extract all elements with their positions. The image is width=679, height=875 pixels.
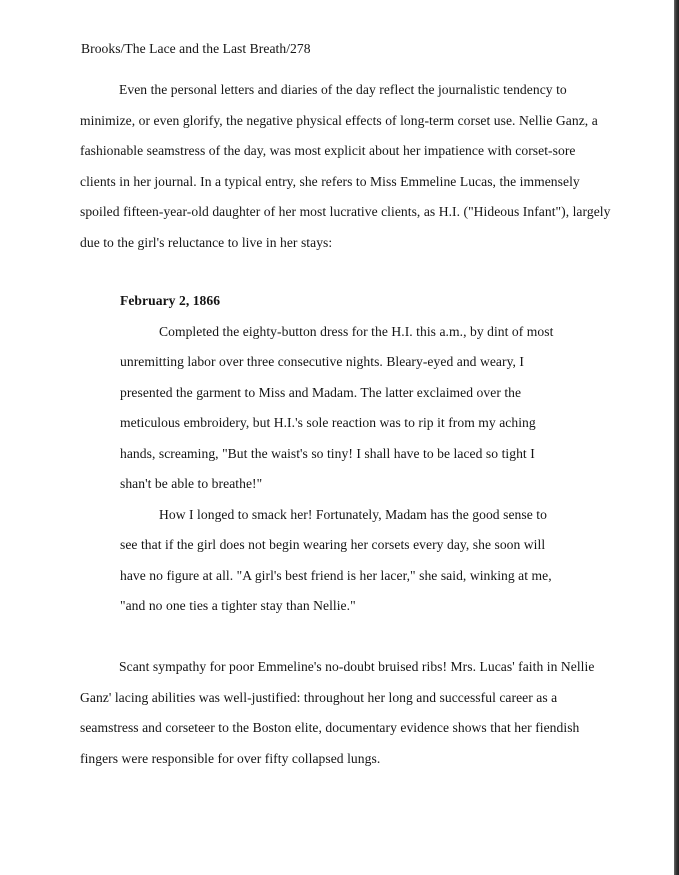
text-line: How I longed to smack her! Fortunately, Madam has the good sense to xyxy=(159,507,547,522)
text-line: Scant sympathy for poor Emmeline's no-doubt bruised ribs! Mrs. Lucas' faith in Nellie xyxy=(119,659,595,674)
diary-entry-date: February 2, 1866 xyxy=(120,293,221,308)
text-line: spoiled fifteen-year-old daughter of her most lucrative clients, as H.I. ("Hideous Infant"), largely xyxy=(80,204,611,220)
text-line: shan't be able to breathe!" xyxy=(120,476,263,492)
text-line: seamstress and corseteer to the Boston elite, documentary evidence shows that her fiendish xyxy=(80,720,580,736)
text-line: clients in her journal. In a typical entry, she refers to Miss Emmeline Lucas, the immensely xyxy=(80,173,580,189)
text-line: hands, screaming, "But the waist's so tiny! I shall have to be laced so tight I xyxy=(120,445,535,461)
text-line: have no figure at all. "A girl's best friend is her lacer," she said, winking at me, xyxy=(120,567,552,583)
page-edge-shadow xyxy=(674,0,679,875)
text-line: presented the garment to Miss and Madam. The latter exclaimed over the xyxy=(120,384,522,400)
text-line: Even the personal letters and diaries of the day reflect the journalistic tendency to xyxy=(119,82,567,97)
running-header: Brooks/The Lace and the Last Breath/278 xyxy=(81,41,311,56)
text-line: meticulous embroidery, but H.I.'s sole reaction was to rip it from my aching xyxy=(120,415,536,431)
body-paragraph-2 xyxy=(80,652,595,774)
text-line: "and no one ties a tighter stay than Nellie." xyxy=(120,598,356,614)
body-paragraph-1 xyxy=(80,75,611,259)
text-line: fashionable seamstress of the day, was most explicit about her impatience with corset-sore xyxy=(80,143,576,159)
text-line: unremitting labor over three consecutive nights. Bleary-eyed and weary, I xyxy=(120,354,525,370)
text-line: Ganz' lacing abilities was well-justified: throughout her long and successful career as a xyxy=(80,689,558,705)
text-line: fingers were responsible for over fifty collapsed lungs. xyxy=(80,750,381,766)
text-line: see that if the girl does not begin wearing her corsets every day, she soon will xyxy=(120,537,546,553)
diary-paragraph-2 xyxy=(120,500,560,622)
text-line: due to the girl's reluctance to live in her stays: xyxy=(80,234,333,250)
diary-paragraph-1 xyxy=(120,317,560,499)
text-line: Completed the eighty-button dress for the H.I. this a.m., by dint of most xyxy=(159,324,554,339)
text-line: minimize, or even glorify, the negative physical effects of long-term corset use. Nellie Ganz, a xyxy=(80,112,598,128)
